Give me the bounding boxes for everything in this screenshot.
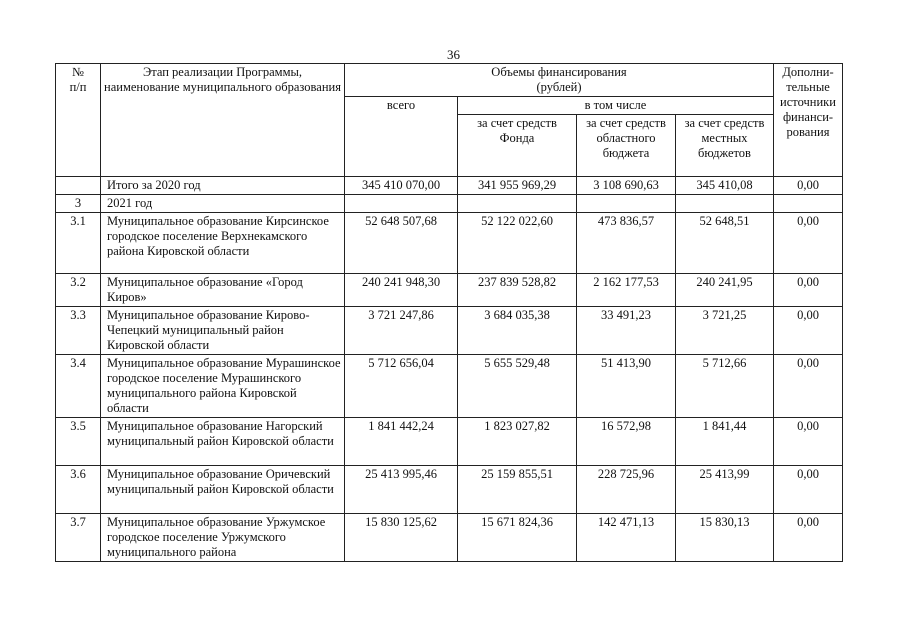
row-total: 52 648 507,68	[345, 213, 458, 274]
row-total: 15 830 125,62	[345, 514, 458, 562]
header-local: за счет средств местных бюджетов	[676, 115, 774, 177]
row-no: 3.7	[56, 514, 101, 562]
year-no: 3	[56, 195, 101, 213]
table-row	[56, 355, 843, 418]
row-additional: 0,00	[774, 307, 843, 355]
header-regional: за счет средств областного бюджета	[577, 115, 676, 177]
row-regional: 228 725,96	[577, 466, 676, 514]
row-local: 3 721,25	[676, 307, 774, 355]
header-fund: за счет средств Фонда	[458, 115, 577, 177]
row-name: Муниципальное образование Мурашинское городское поселение Мурашинского муниципального района Кировской области	[101, 355, 345, 418]
row-no: 3.6	[56, 466, 101, 514]
row-regional: 51 413,90	[577, 355, 676, 418]
header-funding: Объемы финансирования (рублей)	[345, 64, 774, 97]
row-fund: 25 159 855,51	[458, 466, 577, 514]
row-additional: 0,00	[774, 418, 843, 466]
table-row	[56, 466, 843, 514]
row-additional: 0,00	[774, 213, 843, 274]
row-additional: 0,00	[774, 466, 843, 514]
row-local: 52 648,51	[676, 213, 774, 274]
row-total: 3 721 247,86	[345, 307, 458, 355]
row-regional: 473 836,57	[577, 213, 676, 274]
table-row	[56, 514, 843, 562]
row-regional: 16 572,98	[577, 418, 676, 466]
row-local: 15 830,13	[676, 514, 774, 562]
row-fund: 237 839 528,82	[458, 274, 577, 307]
row-total: 25 413 995,46	[345, 466, 458, 514]
row-name: Муниципальное образование Уржумское городское поселение Уржумского муниципального района	[101, 514, 345, 562]
row-fund: 15 671 824,36	[458, 514, 577, 562]
row-fund: 1 823 027,82	[458, 418, 577, 466]
row-additional: 0,00	[774, 514, 843, 562]
row-regional: 2 162 177,53	[577, 274, 676, 307]
row-regional: 33 491,23	[577, 307, 676, 355]
row-fund: 5 655 529,48	[458, 355, 577, 418]
row-no: 3.2	[56, 274, 101, 307]
total-local: 345 410,08	[676, 177, 774, 195]
row-name: Муниципальное образование «Город Киров»	[101, 274, 345, 307]
table-row	[56, 274, 843, 307]
row-no: 3.5	[56, 418, 101, 466]
row-name: Муниципальное образование Кирсинское городское поселение Верхнекамского района Кировской области	[101, 213, 345, 274]
total-regional: 3 108 690,63	[577, 177, 676, 195]
total-additional: 0,00	[774, 177, 843, 195]
row-name: Муниципальное образование Оричевский муниципальный район Кировской области	[101, 466, 345, 514]
row-local: 1 841,44	[676, 418, 774, 466]
row-fund: 52 122 022,60	[458, 213, 577, 274]
row-additional: 0,00	[774, 355, 843, 418]
header-including: в том числе	[458, 97, 774, 115]
total-fund: 341 955 969,29	[458, 177, 577, 195]
table-row	[56, 418, 843, 466]
total-row	[56, 177, 843, 195]
year-row	[56, 195, 843, 213]
funding-table	[55, 63, 843, 562]
row-local: 25 413,99	[676, 466, 774, 514]
total-label: Итого за 2020 год	[101, 177, 345, 195]
total-total: 345 410 070,00	[345, 177, 458, 195]
row-name: Муниципальное образование Кирово-Чепецкий муниципальный район Кировской области	[101, 307, 345, 355]
page-number: 36	[447, 47, 460, 62]
row-regional: 142 471,13	[577, 514, 676, 562]
header-additional: Дополни-тельные источники финанси-рования	[774, 64, 843, 177]
year-label: 2021 год	[101, 195, 345, 213]
row-total: 1 841 442,24	[345, 418, 458, 466]
row-fund: 3 684 035,38	[458, 307, 577, 355]
row-no: 3.4	[56, 355, 101, 418]
header-total: всего	[345, 97, 458, 177]
row-no: 3.1	[56, 213, 101, 274]
row-local: 240 241,95	[676, 274, 774, 307]
table-row	[56, 307, 843, 355]
table-row	[56, 213, 843, 274]
row-name: Муниципальное образование Нагорский муниципальный район Кировской области	[101, 418, 345, 466]
header-no: № п/п	[56, 64, 101, 177]
row-local: 5 712,66	[676, 355, 774, 418]
row-no: 3.3	[56, 307, 101, 355]
row-total: 5 712 656,04	[345, 355, 458, 418]
header-stage: Этап реализации Программы, наименование муниципального образования	[101, 64, 345, 177]
row-additional: 0,00	[774, 274, 843, 307]
row-total: 240 241 948,30	[345, 274, 458, 307]
